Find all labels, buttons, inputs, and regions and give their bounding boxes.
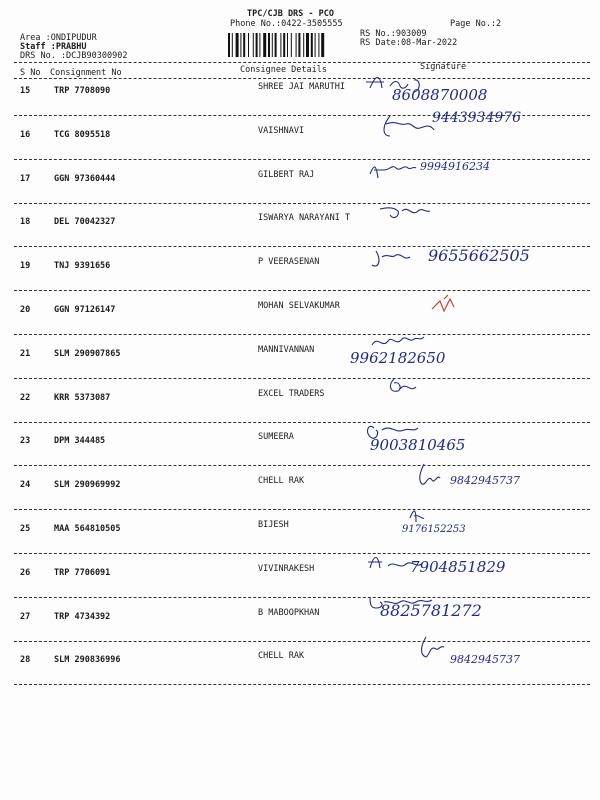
row-serial-number: 18 — [20, 217, 31, 228]
row-consignee-name: ISWARYA NARAYANI T — [258, 213, 351, 224]
document-title: TPC/CJB DRS - PCO — [247, 9, 334, 19]
staff-label: Staff :PRABHU — [20, 42, 87, 52]
row-consignment-number: SLM 290907865 — [54, 348, 121, 359]
phone-number: Phone No.:0422-3505555 — [230, 19, 343, 29]
row-serial-number: 15 — [20, 86, 31, 96]
barcode-image — [228, 33, 350, 57]
signature-phone-number: 8825781272 — [380, 600, 482, 620]
row-consignment-number: GGN 97126147 — [54, 305, 116, 315]
row-serial-number: 20 — [20, 305, 31, 315]
row-consignee-name: CHELL RAK — [258, 651, 305, 662]
row-consignee-name: GILBERT RAJ — [258, 169, 315, 180]
row-serial-number: 16 — [20, 129, 31, 140]
row-serial-number: 27 — [20, 611, 31, 622]
row-consignee-name: CHELL RAK — [258, 476, 305, 487]
row-consignment-number: DEL 70042327 — [54, 217, 116, 228]
row-consignee-name: VIVINRAKESH — [258, 563, 315, 574]
row-consignment-number: TRP 4734392 — [54, 611, 111, 622]
row-consignment-number: TRP 7706091 — [54, 567, 111, 578]
row-consignment-number: DPM 344485 — [54, 436, 106, 447]
signature-phone-number: 9842945737 — [450, 653, 520, 667]
signature-phone-number: 9655662505 — [428, 246, 530, 266]
signature-phone-number: 9842945737 — [450, 474, 520, 488]
row-consignment-number: SLM 290836996 — [54, 655, 121, 666]
row-consignee-name: BIJESH — [258, 520, 289, 530]
row-consignee-name: P VEERASENAN — [258, 257, 320, 268]
row-consignment-number: TCG 8095518 — [54, 129, 111, 140]
row-consignment-number: KRR 5373087 — [54, 392, 111, 403]
row-serial-number: 26 — [20, 567, 31, 578]
row-consignee-name: SHREE JAI MARUTHI — [258, 82, 345, 92]
row-consignee-name: EXCEL TRADERS — [258, 388, 325, 399]
row-consignment-number: SLM 290969992 — [54, 480, 121, 491]
row-consignment-number: TRP 7708090 — [54, 86, 111, 96]
row-consignee-name: MANNIVANNAN — [258, 344, 315, 355]
signature-phone-number: 9003810465 — [370, 436, 466, 455]
row-consignee-name: VAISHNAVI — [258, 125, 305, 136]
signature-phone-number: 7904851829 — [410, 557, 506, 576]
row-consignment-number: GGN 97360444 — [54, 173, 116, 184]
row-consignee-name: MOHAN SELVAKUMAR — [258, 301, 340, 311]
row-consignment-number: TNJ 9391656 — [54, 261, 111, 272]
row-serial-number: 17 — [20, 173, 31, 184]
rs-number: RS No.:903009 — [360, 29, 427, 39]
row-serial-number: 25 — [20, 524, 31, 534]
table-row — [0, 651, 600, 699]
column-header-consignment: Consignment No — [50, 68, 122, 78]
row-consignee-name: SUMEERA — [258, 432, 294, 443]
signature-phone-number: 9443934976 — [432, 109, 522, 126]
drs-number: DRS No. :DCJB90300902 — [20, 51, 128, 61]
rs-date: RS Date:08-Mar-2022 — [360, 38, 458, 48]
column-header-consignee: Consignee Details — [240, 65, 327, 75]
area-label: Area :ONDIPUDUR — [20, 33, 97, 43]
row-serial-number: 24 — [20, 480, 31, 491]
column-header-signature: Signature — [420, 62, 467, 72]
row-consignment-number: MAA 564810505 — [54, 524, 121, 534]
row-serial-number: 23 — [20, 436, 31, 447]
row-serial-number: 19 — [20, 261, 31, 272]
column-header-sno: S No — [20, 68, 41, 78]
row-serial-number: 21 — [20, 348, 31, 359]
signature-phone-number: 8608870008 — [392, 86, 488, 104]
row-divider — [14, 684, 590, 685]
row-consignee-name: B MABOOPKHAN — [258, 607, 320, 618]
signature-phone-number: 9176152253 — [402, 524, 466, 535]
signature-phone-number: 9962182650 — [350, 348, 446, 367]
page-number: Page No.:2 — [450, 19, 502, 29]
row-serial-number: 28 — [20, 655, 31, 666]
row-serial-number: 22 — [20, 392, 31, 403]
signature-phone-number: 9994916234 — [420, 159, 490, 173]
